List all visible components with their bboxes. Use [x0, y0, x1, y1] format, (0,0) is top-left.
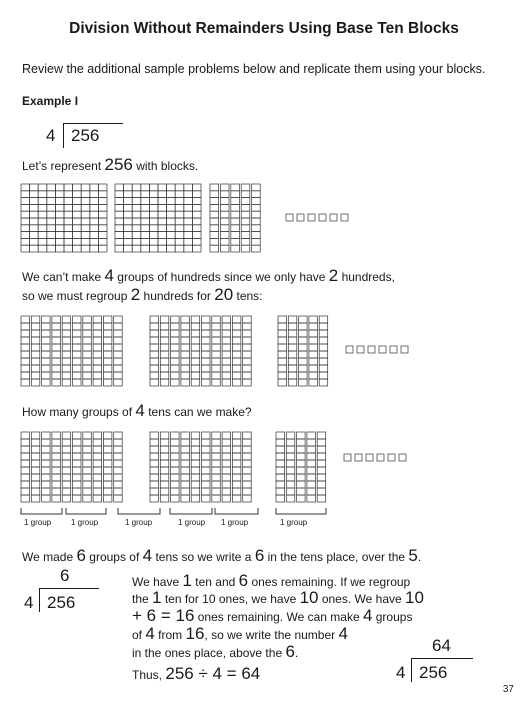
ten-rod-block [52, 432, 61, 502]
ten-rod-block [243, 432, 252, 502]
explain-line-6: Thus, 256 ÷ 4 = 64 [132, 664, 261, 683]
blocks-regrouped [0, 312, 528, 392]
long-division-problem [46, 120, 136, 150]
ten-rod-block [31, 432, 40, 502]
division-bar [63, 123, 123, 124]
one-unit-block [377, 454, 384, 461]
group-label: 1 group [221, 518, 249, 527]
blocks-256 [0, 180, 528, 260]
division-bar [39, 588, 99, 589]
ten-rod-block [191, 316, 200, 386]
ten-rod-block [232, 316, 241, 386]
explain-line-3: + 6 = 16 ones remaining. We can make 4 groups [132, 606, 413, 625]
ten-rod-block [62, 432, 70, 502]
ten-rod-block [73, 432, 82, 502]
one-unit-block [344, 454, 351, 461]
one-unit-block [308, 214, 315, 221]
ten-rod-block [278, 316, 287, 386]
ten-rod-block [309, 316, 318, 386]
ten-rod-block [317, 432, 326, 502]
ten-rod-block [21, 316, 30, 386]
step2-line1: We can’t make 4 groups of hundreds since we only have 2 hundreds, [22, 266, 395, 285]
ten-rod-block [73, 316, 82, 386]
ten-rod-block [232, 432, 241, 502]
group-bracket [21, 508, 62, 514]
hundred-flat-block [21, 184, 107, 252]
explain-line-4: of 4 from 16, so we write the number 4 [132, 624, 348, 643]
partial-long-division [24, 566, 114, 616]
ten-rod-block [150, 316, 159, 386]
group-label: 1 group [71, 518, 99, 527]
ten-rod-block [243, 316, 252, 386]
explain-line-2: the 1 ten for 10 ones, we have 10 ones. We have 10 [132, 588, 424, 607]
blocks-grouped [0, 428, 528, 508]
ten-rod-block [62, 316, 70, 386]
ten-rod-block [241, 184, 250, 252]
ten-rod-block [297, 432, 306, 502]
dividend: 256 [71, 126, 100, 145]
dividend: 256 [47, 593, 76, 612]
page-title: Division Without Remainders Using Base Ten Blocks [69, 20, 459, 37]
ten-rod-block [83, 432, 92, 502]
page-number: 37 [502, 684, 514, 695]
division-bracket [411, 658, 412, 682]
ten-rod-block [252, 184, 261, 252]
ten-rod-block [103, 432, 112, 502]
ten-rod-block [114, 432, 123, 502]
ten-rod-block [319, 316, 328, 386]
one-unit-block [297, 214, 304, 221]
one-unit-block [366, 454, 373, 461]
ten-rod-block [114, 316, 123, 386]
dividend: 256 [419, 663, 448, 682]
group-label: 1 group [24, 518, 52, 527]
ten-rod-block [171, 432, 180, 502]
explain-line-1: We have 1 ten and 6 ones remaining. If we regroup [132, 571, 411, 590]
ten-rod-block [171, 316, 180, 386]
ten-rod-block [220, 184, 229, 252]
division-bracket [63, 124, 64, 148]
ten-rod-block [212, 432, 221, 502]
intro-text: Review the additional sample problems below and replicate them using your blocks. [22, 62, 486, 76]
divisor: 4 [396, 663, 406, 682]
step3-text: How many groups of 4 tens can we make? [22, 401, 252, 420]
ten-rod-block [222, 432, 231, 502]
one-unit-block [399, 454, 406, 461]
step4-text: We made 6 groups of 4 tens so we write a 6 in the tens place, over the 5. [22, 546, 422, 565]
one-unit-block [390, 346, 397, 353]
one-unit-block [355, 454, 362, 461]
one-unit-block [401, 346, 408, 353]
ten-rod-block [42, 316, 51, 386]
division-bracket [39, 588, 40, 612]
ten-rod-block [202, 316, 211, 386]
group-bracket [118, 508, 160, 514]
one-unit-block [319, 214, 326, 221]
ten-rod-block [160, 432, 169, 502]
ten-rod-block [52, 316, 61, 386]
ten-rod-block [288, 316, 297, 386]
division-bar [411, 658, 473, 659]
one-unit-block [357, 346, 364, 353]
ten-rod-block [93, 432, 102, 502]
partial-quotient: 6 [60, 566, 70, 585]
explain-line-5: in the ones place, above the 6. [132, 642, 299, 661]
one-unit-block [330, 214, 337, 221]
hundred-flat-block [115, 184, 201, 252]
step2-line2: so we must regroup 2 hundreds for 20 tens: [22, 285, 263, 304]
example-label: Example I [22, 94, 79, 108]
step1-text: Let’s represent 256 with blocks. [22, 155, 199, 174]
group-bracket [276, 508, 326, 514]
one-unit-block [346, 346, 353, 353]
ten-rod-block [160, 316, 169, 386]
divisor: 4 [46, 126, 56, 145]
group-bracket [215, 508, 258, 514]
ten-rod-block [202, 432, 211, 502]
ten-rod-block [276, 432, 285, 502]
ten-rod-block [181, 316, 190, 386]
ten-rod-block [103, 316, 112, 386]
one-unit-block [379, 346, 386, 353]
one-unit-block [286, 214, 293, 221]
ten-rod-block [21, 432, 30, 502]
one-unit-block [388, 454, 395, 461]
ten-rod-block [222, 316, 231, 386]
ten-rod-block [212, 316, 221, 386]
group-label: 1 group [125, 518, 153, 527]
divisor: 4 [24, 593, 34, 612]
final-quotient: 64 [432, 636, 451, 655]
one-unit-block [341, 214, 348, 221]
ten-rod-block [93, 316, 102, 386]
ten-rod-block [83, 316, 92, 386]
ten-rod-block [286, 432, 295, 502]
group-label: 1 group [280, 518, 308, 527]
ten-rod-block [181, 432, 190, 502]
group-bracket [170, 508, 212, 514]
ten-rod-block [150, 432, 159, 502]
ten-rod-block [191, 432, 200, 502]
group-label: 1 group [178, 518, 206, 527]
ten-rod-block [42, 432, 51, 502]
final-long-division [396, 636, 486, 686]
one-unit-block [368, 346, 375, 353]
ten-rod-block [31, 316, 40, 386]
ten-rod-block [210, 184, 219, 252]
ten-rod-block [231, 184, 240, 252]
group-bracket [66, 508, 106, 514]
ten-rod-block [299, 316, 308, 386]
ten-rod-block [307, 432, 316, 502]
